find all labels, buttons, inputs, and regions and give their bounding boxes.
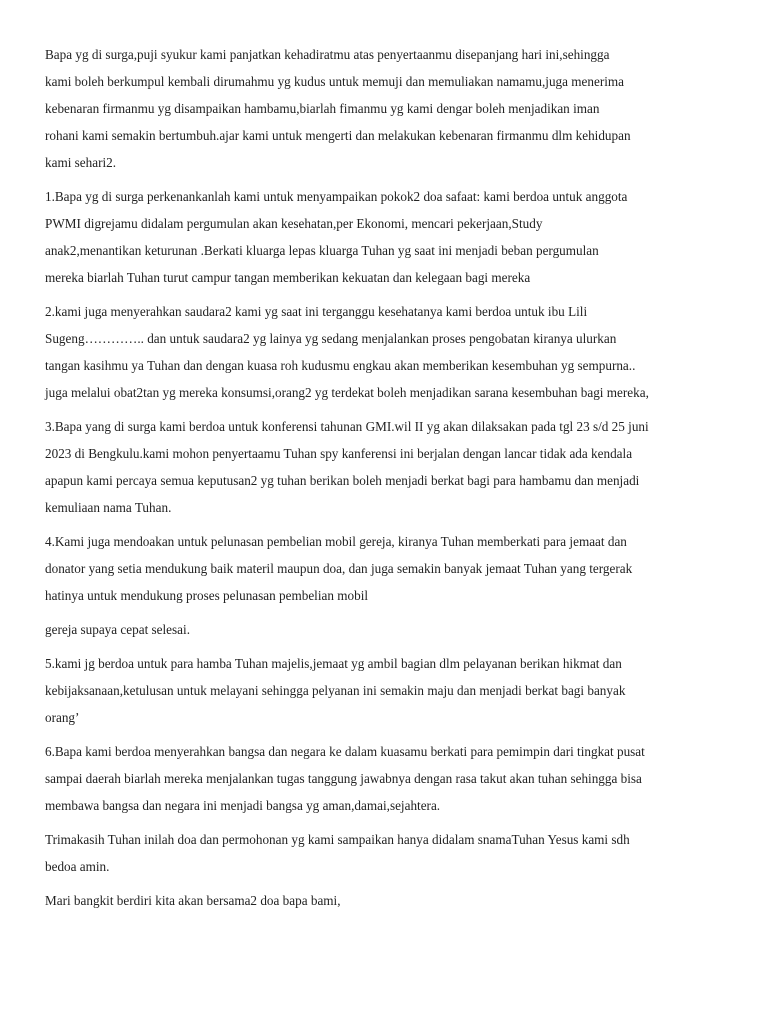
paragraph-point-6 (45, 738, 728, 819)
text-line: 1.Bapa yg di surga perkenankanlah kami untuk menyampaikan pokok2 doa safaat: kami berdoa untuk anggota (45, 189, 628, 204)
text-line: sampai daerah biarlah mereka menjalankan tugas tanggung jawabnya dengan rasa takut akan tuhan sehingga bisa (45, 771, 642, 786)
text-line: kebijaksanaan,ketulusan untuk melayani sehingga pelyanan ini semakin maju dan menjadi berkat bagi banyak (45, 683, 626, 698)
text-line: mereka biarlah Tuhan turut campur tangan memberikan kekuatan dan kelegaan bagi mereka (45, 270, 531, 285)
paragraph-point-2 (45, 298, 728, 406)
text-line: rohani kami semakin bertumbuh.ajar kami untuk mengerti dan melakukan kebenaran firmanmu dlm kehidupan (45, 128, 631, 143)
text-line: apapun kami percaya semua keputusan2 yg tuhan berikan boleh menjadi berkat bagi para hambamu dan menjadi (45, 473, 640, 488)
text-line: Trimakasih Tuhan inilah doa dan permohonan yg kami sampaikan hanya didalam snamaTuhan Yesus kami sdh (45, 832, 630, 847)
text-line: 6.Bapa kami berdoa menyerahkan bangsa dan negara ke dalam kuasamu berkati para pemimpin dari tingkat pusat (45, 744, 645, 759)
paragraph-point-4 (45, 528, 728, 609)
text-line: 4.Kami juga mendoakan untuk pelunasan pembelian mobil gereja, kiranya Tuhan memberkati para jemaat dan (45, 534, 627, 549)
text-line: kami sehari2. (45, 155, 117, 170)
text-line: 2.kami juga menyerahkan saudara2 kami yg saat ini terganggu kesehatanya kami berdoa untuk ibu Lili (45, 304, 588, 319)
text-line: kebenaran firmanmu yg disampaikan hambamu,biarlah fimanmu yg kami dengar boleh menjadikan iman (45, 101, 600, 116)
text-line: 3.Bapa yang di surga kami berdoa untuk konferensi tahunan GMI.wil II yg akan dilaksakan pada tgl 23 s/d 25 juni (45, 419, 649, 434)
text-line: donator yang setia mendukung baik materil maupun doa, dan juga semakin banyak jemaat Tuhan yang tergerak (45, 561, 633, 576)
paragraph-closing-prayer (45, 826, 728, 880)
paragraph-point-1 (45, 183, 728, 291)
text-line: hatinya untuk mendukung proses pelunasan pembelian mobil (45, 588, 369, 603)
text-line: 2023 di Bengkulu.kami mohon penyertaamu Tuhan spy kanferensi ini berjalan dengan lancar tidak ada kendala (45, 446, 633, 461)
text-line: Mari bangkit berdiri kita akan bersama2 doa bapa bami, (45, 893, 341, 908)
text-line: gereja supaya cepat selesai. (45, 622, 190, 637)
text-line: PWMI digrejamu didalam pergumulan akan kesehatan,per Ekonomi, mencari pekerjaan,Study (45, 216, 543, 231)
text-line: Sugeng………….. dan untuk saudara2 yg lainya yg sedang menjalankan proses pengobatan kiranya ulurkan (45, 331, 617, 346)
paragraph-opening-prayer (45, 41, 728, 176)
text-line: bedoa amin. (45, 859, 110, 874)
paragraph-invitation (45, 887, 728, 914)
text-line: kemuliaan nama Tuhan. (45, 500, 172, 515)
text-line: kami boleh berkumpul kembali dirumahmu yg kudus untuk memuji dan memuliakan namamu,juga menerima (45, 74, 625, 89)
text-line: Bapa yg di surga,puji syukur kami panjatkan kehadiratmu atas penyertaanmu disepanjang hari ini,sehingga (45, 47, 610, 62)
paragraph-point-5 (45, 650, 728, 731)
text-line: orang’ (45, 710, 80, 725)
text-line: 5.kami jg berdoa untuk para hamba Tuhan majelis,jemaat yg ambil bagian dlm pelayanan berikan hikmat dan (45, 656, 622, 671)
text-line: anak2,menantikan keturunan .Berkati kluarga lepas kluarga Tuhan yg saat ini menjadi beban pergumulan (45, 243, 599, 258)
paragraph-point-4-continued (45, 616, 728, 643)
paragraph-point-3 (45, 413, 728, 521)
text-line: tangan kasihmu ya Tuhan dan dengan kuasa roh kudusmu engkau akan memberikan kesembuhan yg sempurna.. (45, 358, 636, 373)
text-line: juga melalui obat2tan yg mereka konsumsi,orang2 yg terdekat boleh menjadikan sarana kesembuhan bagi mereka, (45, 385, 649, 400)
text-line: membawa bangsa dan negara ini menjadi bangsa yg aman,damai,sejahtera. (45, 798, 441, 813)
